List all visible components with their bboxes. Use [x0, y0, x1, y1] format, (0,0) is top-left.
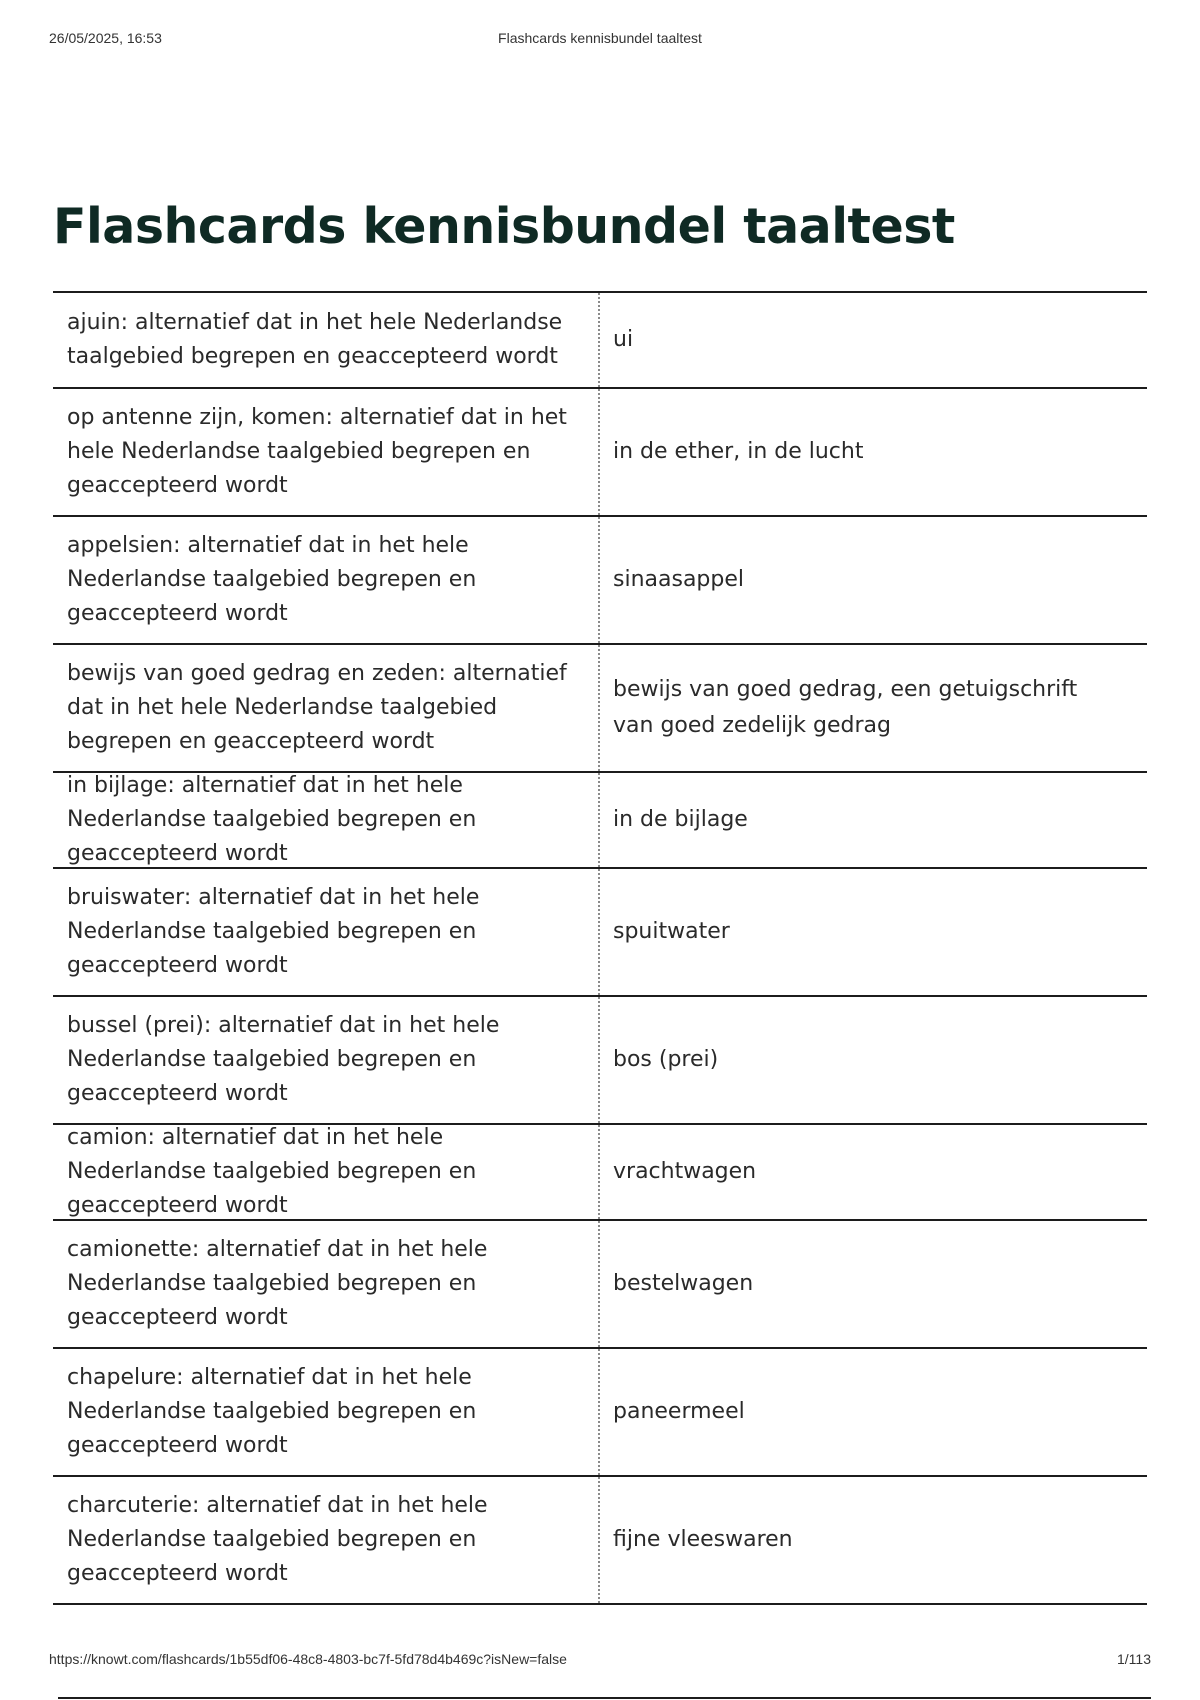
flashcard-term: bussel (prei): alternatief dat in het hele Nederlandse taalgebied begrepen en geaccepteerd wordt — [53, 997, 600, 1123]
flashcard-row — [53, 1349, 1147, 1477]
flashcard-term: bruiswater: alternatief dat in het hele Nederlandse taalgebied begrepen en geaccepteerd wordt — [53, 869, 600, 995]
flashcard-definition: paneermeel — [613, 1399, 745, 1424]
flashcard-row — [53, 1125, 1147, 1221]
flashcard-row — [53, 869, 1147, 997]
flashcard-term: ajuin: alternatief dat in het hele Nederlandse taalgebied begrepen en geaccepteerd wordt — [53, 293, 600, 387]
flashcard-row — [53, 1221, 1147, 1349]
flashcard-term: charcuterie: alternatief dat in het hele Nederlandse taalgebied begrepen en geaccepteerd wordt — [53, 1477, 600, 1603]
flashcard-row — [53, 293, 1147, 389]
flashcard-definition: ui — [613, 327, 634, 352]
flashcard-term: bewijs van goed gedrag en zeden: alternatief dat in het hele Nederlandse taalgebied begrepen en geaccepteerd wordt — [53, 645, 600, 771]
flashcard-term: camionette: alternatief dat in het hele Nederlandse taalgebied begrepen en geaccepteerd wordt — [53, 1221, 600, 1347]
flashcard-definition: bewijs van goed gedrag, een getuigschrift van goed zedelijk gedrag — [613, 677, 1078, 738]
flashcard-definition: vrachtwagen — [613, 1159, 757, 1184]
bottom-divider — [58, 1697, 1151, 1699]
flashcard-definition: fijne vleeswaren — [613, 1527, 793, 1552]
flashcard-definition: spuitwater — [613, 919, 730, 944]
page-title: Flashcards kennisbundel taaltest — [53, 198, 955, 255]
flashcard-term: in bijlage: alternatief dat in het hele Nederlandse taalgebied begrepen en geaccepteerd wordt — [53, 773, 600, 867]
print-footer — [49, 1651, 1151, 1671]
flashcard-row — [53, 517, 1147, 645]
flashcard-row — [53, 773, 1147, 869]
flashcard-definition: in de ether, in de lucht — [613, 439, 864, 464]
print-header — [49, 30, 1151, 50]
flashcard-definition: sinaasappel — [613, 567, 745, 592]
flashcard-term: camion: alternatief dat in het hele Nederlandse taalgebied begrepen en geaccepteerd wordt — [53, 1125, 600, 1219]
flashcard-term: op antenne zijn, komen: alternatief dat in het hele Nederlandse taalgebied begrepen en geaccepteerd wordt — [53, 389, 600, 515]
flashcard-row — [53, 1477, 1147, 1605]
page-number: 1/113 — [1117, 1651, 1151, 1667]
flashcard-term: chapelure: alternatief dat in het hele Nederlandse taalgebied begrepen en geaccepteerd wordt — [53, 1349, 600, 1475]
flashcard-table — [53, 291, 1147, 1605]
flashcard-row — [53, 389, 1147, 517]
flashcard-definition: in de bijlage — [613, 807, 748, 832]
flashcard-row — [53, 645, 1147, 773]
flashcard-definition: bestelwagen — [613, 1271, 754, 1296]
print-url: https://knowt.com/flashcards/1b55df06-48c8-4803-bc7f-5fd78d4b469c?isNew=false — [49, 1651, 567, 1667]
print-document-title: Flashcards kennisbundel taaltest — [498, 30, 702, 46]
print-datetime: 26/05/2025, 16:53 — [49, 30, 162, 46]
flashcard-term: appelsien: alternatief dat in het hele Nederlandse taalgebied begrepen en geaccepteerd wordt — [53, 517, 600, 643]
flashcard-definition: bos (prei) — [613, 1047, 719, 1072]
flashcard-row — [53, 997, 1147, 1125]
